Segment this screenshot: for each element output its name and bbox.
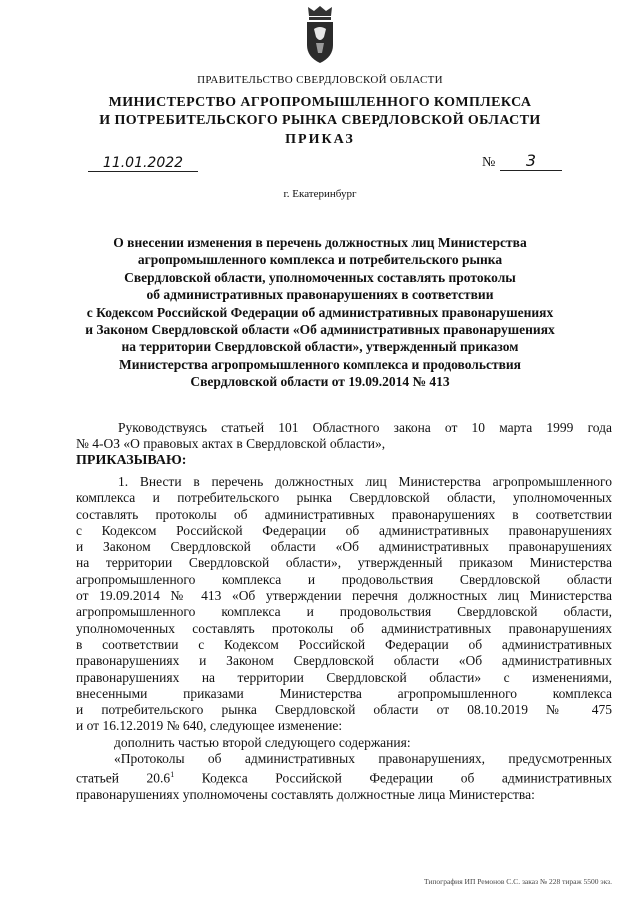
preamble-line: Руководствуясь статьей 101 Областного закона от 10 марта 1999 года [118,420,612,435]
title-line: с Кодексом Российской Федерации об административных правонарушениях [86,304,554,320]
ministry-name [0,94,640,130]
title-line: на территории Свердловской области», утвержденный приказом [121,339,519,355]
document-number: 3 [500,152,562,171]
ministry-name-line-2: И ПОТРЕБИТЕЛЬСКОГО РЫНКА СВЕРДЛОВСКОЙ ОБЛАСТИ [99,113,541,128]
body-line: агропромышленного комплекса и продовольствия Свердловской области, [76,604,612,620]
title-line: и Законом Свердловской области «Об административных правонарушениях [85,322,555,338]
body-line: агропромышленного комплекса и продовольствия Свердловской области [76,571,612,587]
quote-line-2-start: статьей 20.6 [76,770,171,786]
body-line: дополнить частью второй следующего содержания: [114,734,411,750]
quote-line-2 [76,767,612,787]
title-line: Свердловской области от 19.09.2014 № 413 [190,374,450,390]
body-line: внесенными приказами Министерства агропромышленного комплекса [76,685,612,701]
body-line: и от 16.12.2019 № 640, следующее изменение: [76,718,343,734]
city: г. Екатеринбург [283,188,357,200]
body-line: в соответствии с Кодексом Российской Федерации об административных [76,636,612,652]
title-line: О внесении изменения в перечень должностных лиц Министерства [113,235,527,250]
document-type: ПРИКАЗ [285,132,355,147]
number-label: № [482,155,496,170]
coat-of-arms-icon [302,5,338,65]
preamble-line: № 4-ОЗ «О правовых актах в Свердловской области», [76,436,386,452]
government-header: ПРАВИТЕЛЬСТВО СВЕРДЛОВСКОЙ ОБЛАСТИ [197,74,443,86]
title-line: агропромышленного комплекса и потребительского рынка [137,252,503,268]
body-line: составлять протоколы об административных правонарушениях в соответствии [76,506,612,522]
body-line: правонарушениях и Законом Свердловской области «Об административных [76,653,612,669]
document-date: 11.01.2022 [88,155,198,172]
body-line: уполномоченных составлять протоколы об административных правонарушениях [76,620,612,636]
directive: ПРИКАЗЫВАЮ: [76,452,187,468]
body-line: и потребительского рынка Свердловской области от 08.10.2019 № 475 [76,702,612,718]
preamble [76,420,612,469]
title-line: Свердловской области, уполномоченных составлять протоколы [124,269,516,285]
title-line: Министерства агропромышленного комплекса и продовольствия [119,356,521,372]
superscript: 1 [170,770,175,780]
document-title [78,234,562,391]
body-line: и Законом Свердловской области «Об административных правонарушениях [76,539,612,555]
body-line: на территории Свердловской области», утвержденный приказом Министерства [76,555,612,571]
body-line: правонарушениях на территории Свердловской области» с изменениями, [76,669,612,685]
title-line: об административных правонарушениях в соответствии [146,287,494,303]
quote-line-3: правонарушениях уполномочены составлять должностные лица Министерства: [76,787,535,803]
quote-line-2-end: Кодекса Российской Федерации об административных [174,770,612,786]
body-line: с Кодексом Российской Федерации об административных правонарушениях [76,522,612,538]
body-text [76,474,612,803]
printer-footer: Типография ИП Ремонов С.С. заказ № 228 тираж 5500 экз. [424,877,612,886]
body-line: 1. Внести в перечень должностных лиц Министерства агропромышленного [118,474,612,489]
quote-line-1: «Протоколы об административных правонарушениях, предусмотренных [114,751,612,767]
body-line: от 19.09.2014 № 413 «Об утверждении перечня должностных лиц Министерства [76,588,612,604]
body-line: комплекса и потребительского рынка Свердловской области, уполномоченных [76,490,612,506]
ministry-name-line-1: МИНИСТЕРСТВО АГРОПРОМЫШЛЕННОГО КОМПЛЕКСА [108,95,532,110]
